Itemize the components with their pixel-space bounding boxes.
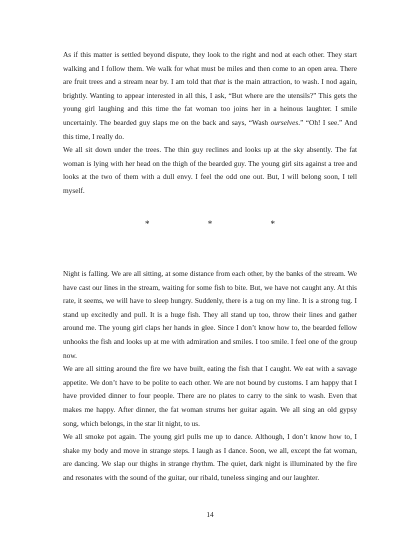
text-run: is the main attraction, to wash. I nod again, brightly. Wanting to appear interested in all this, I ask, “But where are the utensils?” This gets the young girl laughing and this time the fat woman too joins her in a heinous laughter. I smile uncertainly. The bearded guy slaps me on the back and says, “Wash <box>63 77 358 127</box>
page-number: 14 <box>206 510 214 519</box>
text-run: We all smoke pot again. The young girl pulls me up to dance. Although, I don’t know how to, I shake my body and move in strange steps. I laugh as I dance. Soon, we all, except the fat woman, are dancing. We slap our thighs in strange rhythm. The quiet, dark night is illuminated by the fire and resonates with the sound of the guitar, our ribald, tuneless singing and our laughter. <box>63 432 357 482</box>
text-run: Night is falling. We are all sitting, at some distance from each other, by the banks of the stream. We have cast our lines in the stream, waiting for some fish to bite. But, we have not caught any. At this rate, it seems, we will have to sleep hungry. Suddenly, there is a tug on my line. It is a strong tug. I stand up excitedly and pull. It is a huge fish. They all stand up too, throw their lines and gather around me. The young girl claps her hands in glee. Since I don’t know how to, the bearded fellow unhooks the fish and looks up at me with admiration and smiles. I too smile. I feel one of the group now. <box>63 269 357 360</box>
text-run: As if this matter is settled beyond dispute, they look to the right and nod at each other. They start walking and I follow them. We walk for what must be miles and then come to an open area. There are fruit trees and a stream near by. I am told that <box>63 50 357 87</box>
text-run: We all sit down under the trees. The thin guy reclines and looks up at the sky absently. The fat woman is lying with her head on the thigh of the bearded guy. The young girl sits against a tree and looks at the two of them with a dull envy. I feel the odd one out. But, I will belong soon, I tell myself. <box>63 145 357 195</box>
paragraph <box>63 430 357 484</box>
text-run: We are all sitting around the fire we have built, eating the fish that I caught. We eat with a savage appetite. We don’t have to be polite to each other. We are not bound by customs. I am happy that I have provided dinner to four people. There are no plates to carry to the sink to wash. Even that makes me happy. After dinner, the fat woman strums her guitar again. We all sing an old gypsy song, which belongs, in the star lit night, to us. <box>63 364 357 428</box>
paragraph <box>63 362 357 430</box>
paragraph <box>63 143 357 197</box>
section-1-text <box>63 48 357 198</box>
italic-text-run: that <box>213 77 226 87</box>
paragraph <box>63 267 357 362</box>
italic-text-run: ourselves <box>270 117 299 127</box>
paragraph <box>63 48 357 143</box>
section-separator: * * * <box>145 219 303 229</box>
text-run: .” “Oh! I see.” And this time, I really do. <box>63 117 357 141</box>
section-2-text <box>63 267 357 485</box>
